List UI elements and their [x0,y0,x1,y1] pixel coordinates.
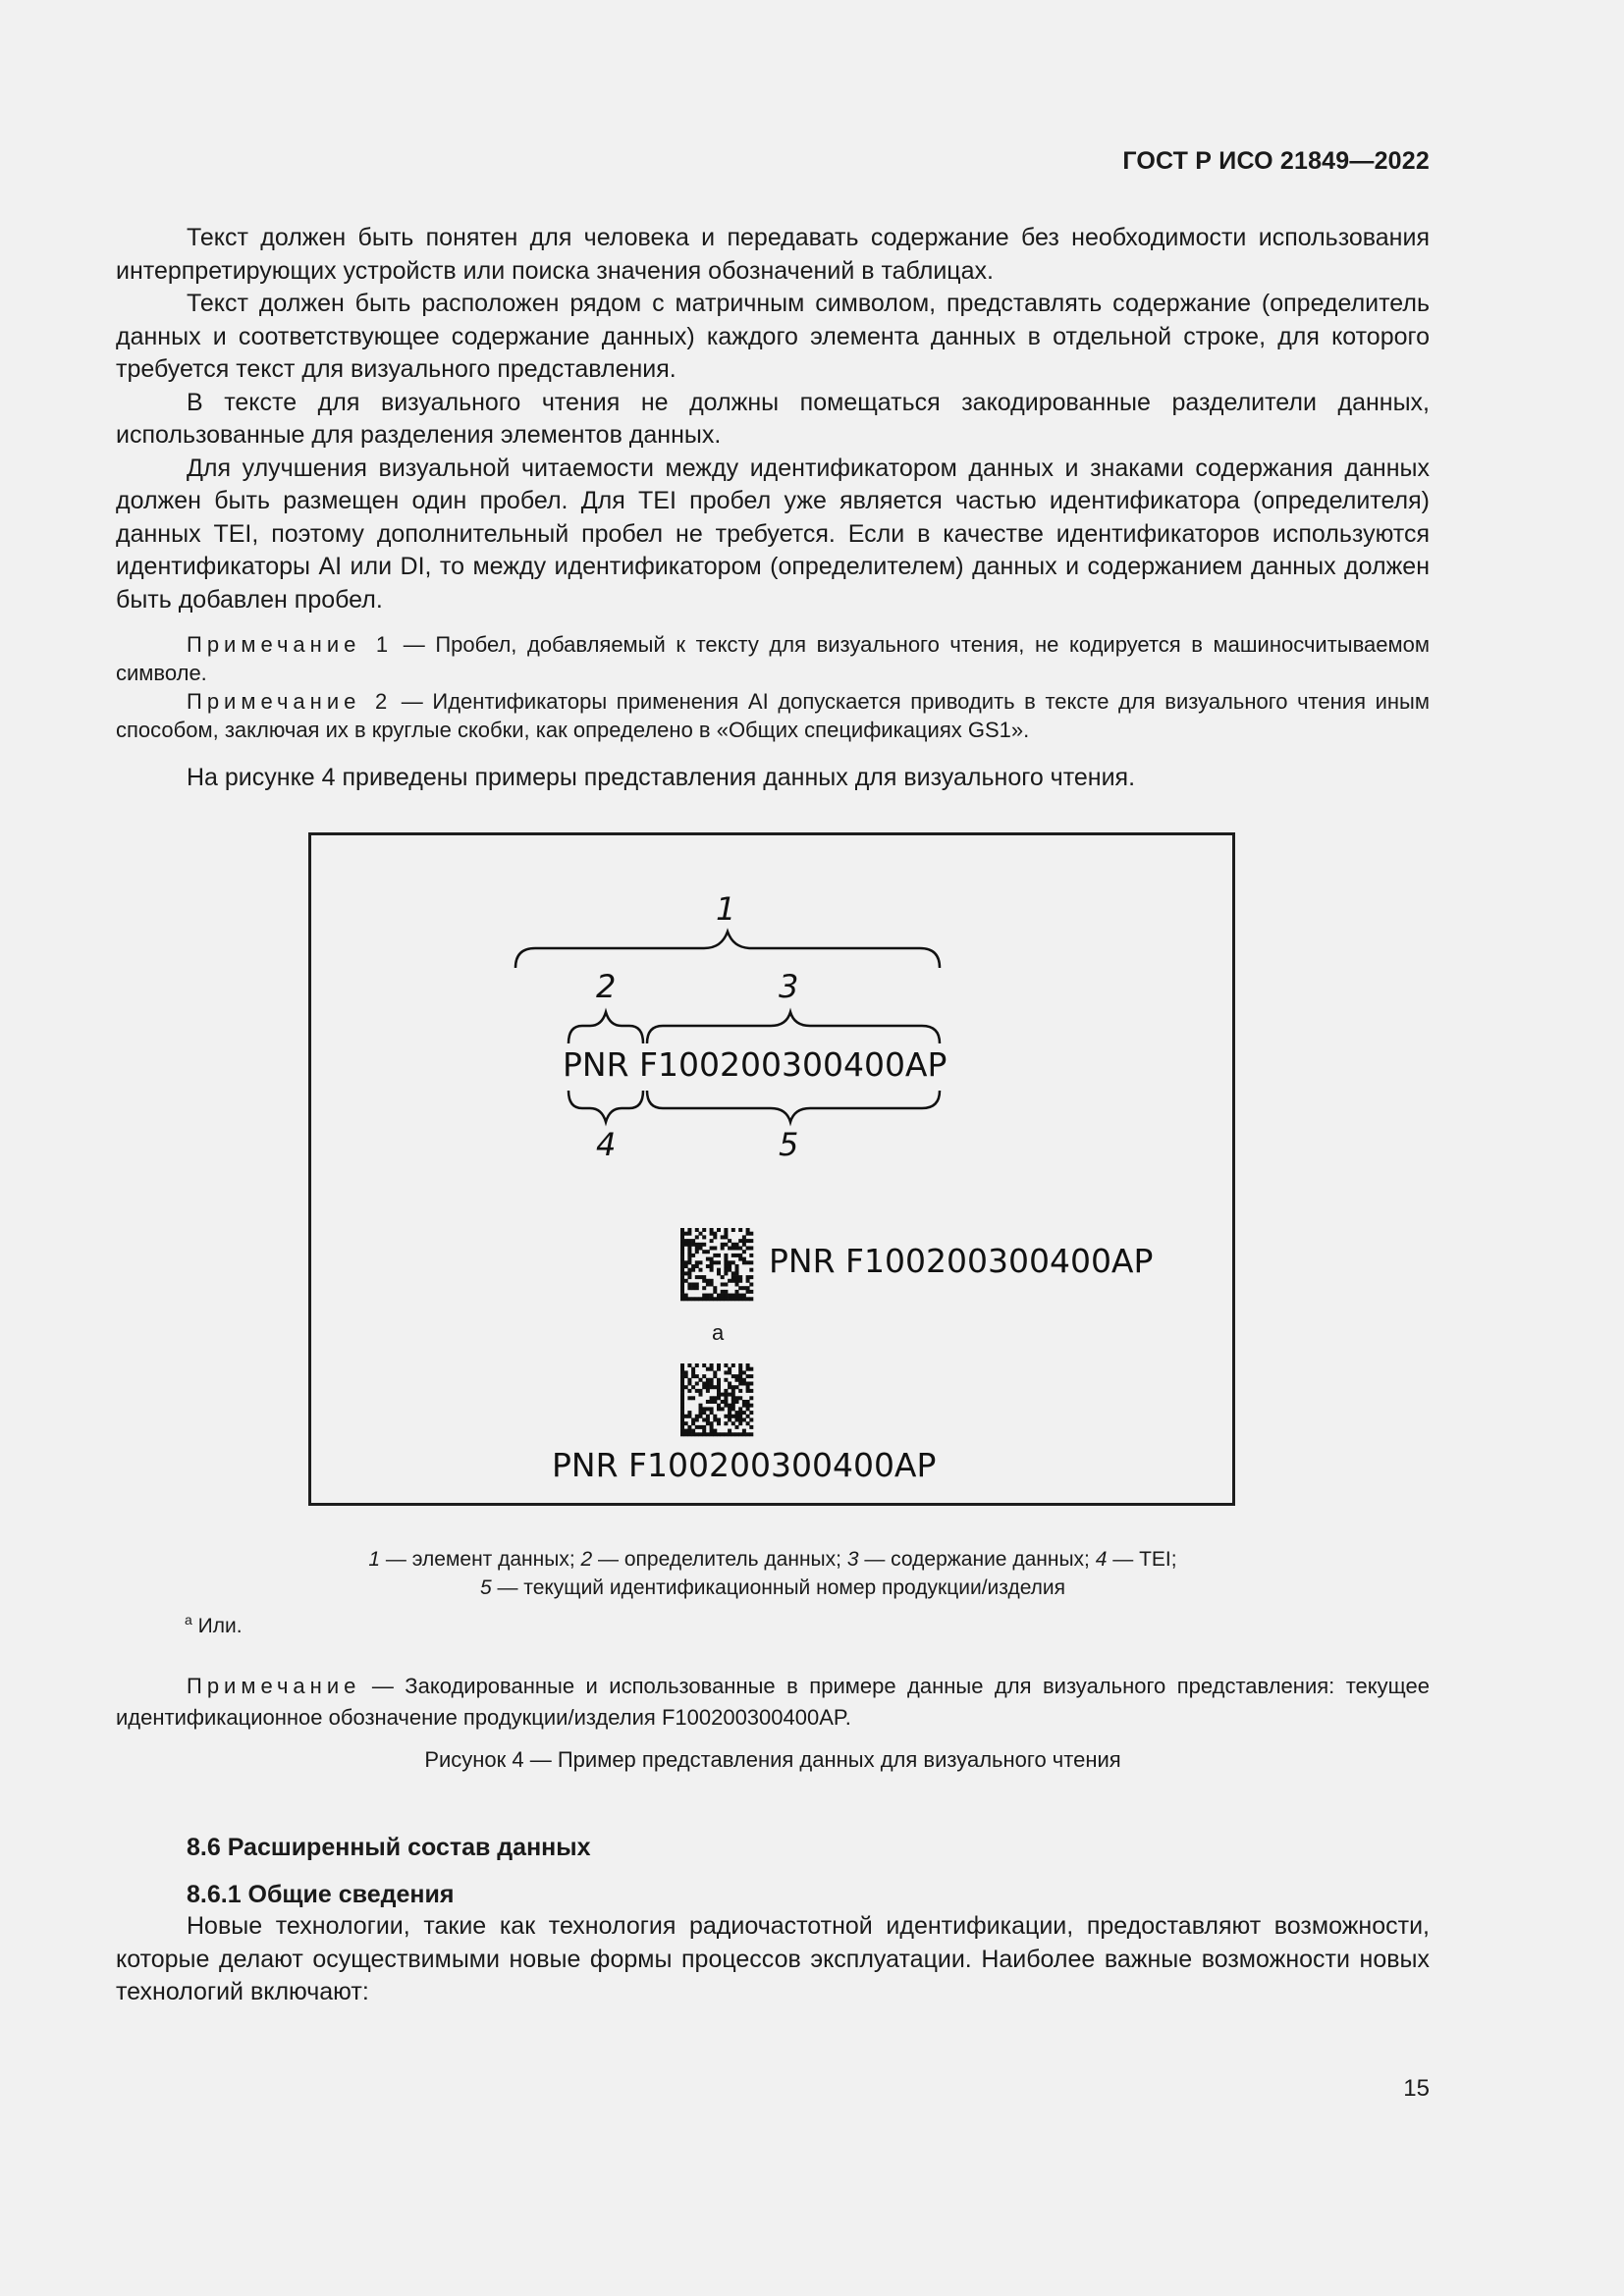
footnote-text: Или. [191,1615,243,1637]
datamatrix-symbol-2 [680,1363,753,1436]
brace-3 [647,1012,940,1043]
footnote-mark: a [185,1612,192,1628]
paragraph: Текст должен быть расположен рядом с матричным символом, представлять содержание (определитель данных и соответствующее содержание данных) каждого элемента данных в отдельной строке, для которого требуется текст для визуального представления. [116,290,1430,383]
note-label: Примечание 2 [187,689,393,714]
legend-num: 2 [580,1548,593,1571]
example-text-annotated: PNR F100200300400AP [563,1045,947,1084]
figure-caption: Рисунок 4 — Пример представления данных для визуального чтения [424,1747,1121,1772]
legend-text: — TEI; [1107,1548,1177,1571]
page-number: 15 [1403,2075,1430,2102]
callout-3: 3 [779,968,799,1005]
callout-1: 1 [716,890,736,928]
note-label: Примечание [187,1674,361,1698]
legend-text: — содержание данных; [858,1548,1096,1571]
legend-num: 5 [479,1576,492,1599]
section-heading-8-6: 8.6 Расширенный состав данных [187,1834,591,1861]
paragraph: Текст должен быть понятен для человека и передавать содержание без необходимости использования интерпретирующих устройств или поиска значения обозначений в таблицах. [116,224,1430,285]
paragraph: В тексте для визуального чтения не должны помещаться закодированные разделители данных, использованные для разделения элементов данных. [116,388,1430,449]
callout-2: 2 [596,968,617,1005]
datamatrix-symbol-1 [680,1228,753,1301]
example-text-right-of-symbol: PNR F100200300400AP [769,1242,1154,1280]
figure-legend [116,1545,1430,1602]
legend-num: 4 [1095,1548,1108,1571]
brace-1 [515,932,940,968]
figure-footnote [185,1612,243,1638]
or-mark: a [712,1320,725,1345]
note-text: — Пробел, добавляемый к тексту для визуального чтения, не кодируется в машиносчитываемом символе. [116,632,1430,685]
paragraph: Новые технологии, такие как технология радиочастотной идентификации, предоставляют возможности, которые делают осуществимыми новые формы процессов эксплуатации. Наиболее важные возможности новых технологий включают: [116,1912,1430,2005]
example-text-below-symbol: PNR F100200300400AP [552,1446,937,1484]
note-label: Примечание 1 [187,632,394,657]
brace-4 [568,1091,643,1122]
legend-text: — определитель данных; [592,1548,847,1571]
callout-4: 4 [596,1126,617,1163]
callout-5: 5 [779,1126,799,1163]
legend-num: 3 [846,1548,859,1571]
legend-line-2 [116,1574,1430,1602]
note-text: — Идентификаторы применения AI допускается приводить в тексте для визуального чтения иным способом, заключая их в круглые скобки, как определено в «Общих спецификациях GS1». [116,689,1430,742]
body-text [116,222,1430,795]
document-id-header: ГОСТ Р ИСО 21849—2022 [1122,147,1430,175]
note-2 [116,687,1430,744]
legend-text: — текущий идентификационный номер продукции/изделия [491,1576,1066,1599]
note-1 [116,630,1430,687]
legend-text: — элемент данных; [380,1548,581,1571]
brace-5 [647,1091,940,1122]
figure-intro: На рисунке 4 приведены примеры представления данных для визуального чтения. [187,764,1136,791]
legend-line-1 [116,1545,1430,1574]
brace-2 [568,1012,643,1043]
legend-num: 1 [368,1548,381,1571]
section-heading-8-6-1: 8.6.1 Общие сведения [187,1881,455,1908]
brace-diagram [311,835,1238,1509]
figure-note [116,1671,1430,1734]
figure-4-frame [308,832,1235,1506]
note-text: — Закодированные и использованные в примере данные для визуального представления: текущее идентификационное обозначение продукции/изделия F100200300400AP. [116,1674,1430,1730]
paragraph: Для улучшения визуальной читаемости между идентификатором данных и знаками содержания данных должен быть размещен один пробел. Для TEI пробел уже является частью идентификатора (определителя) данных TEI, поэтому дополнительный пробел не требуется. Если в качестве идентификаторов используются идентификаторы AI или DI, то между идентификатором (определителем) данных и содержанием данных должен быть добавлен пробел. [116,454,1430,614]
